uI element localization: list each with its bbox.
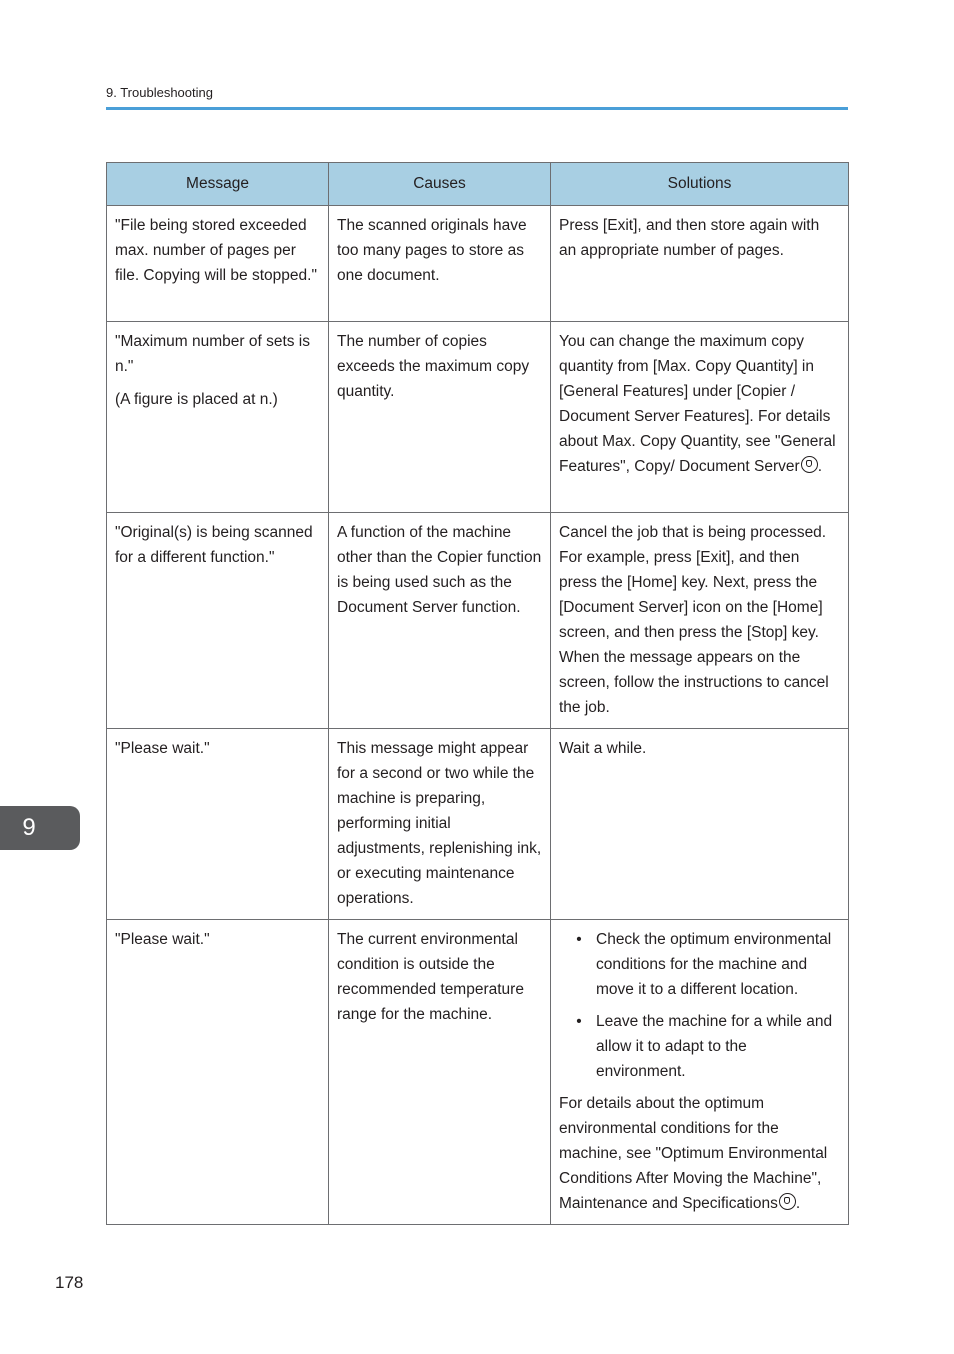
table-row — [107, 513, 849, 729]
message-text: "Maximum number of sets is n." — [115, 333, 310, 375]
table-row — [107, 322, 849, 513]
solution-bullet-list — [559, 927, 840, 1084]
page-number: 178 — [55, 1273, 84, 1292]
manual-reference-icon — [779, 1193, 796, 1210]
troubleshooting-table — [106, 162, 849, 1225]
message-cell — [107, 322, 329, 513]
header-rule — [106, 107, 848, 110]
column-header-causes: Causes — [329, 163, 551, 206]
bullet-icon: • — [576, 1013, 582, 1030]
table-row — [107, 920, 849, 1225]
solution-text: Wait a while. — [559, 740, 647, 757]
causes-cell: A function of the machine other than the Copier function is being used such as the Document Server function. — [329, 513, 551, 729]
chapter-tab: 9 — [0, 806, 80, 850]
solutions-cell — [551, 206, 849, 322]
manual-reference-icon — [801, 456, 818, 473]
message-cell — [107, 206, 329, 322]
message-text: "Please wait." — [115, 740, 210, 757]
column-header-solutions: Solutions — [551, 163, 849, 206]
solution-text: For details about the optimum environmental conditions for the machine, see "Optimum Environmental Conditions After Moving the Machine", Maintenance and Specifications — [559, 1095, 828, 1212]
message-cell — [107, 920, 329, 1225]
solution-paragraph: You can change the maximum copy quantity from [Max. Copy Quantity] in [General Features] under [Copier / Document Server Features]. For details about Max. Copy Quantity, see "General Features", Copy/ Document Server . — [559, 333, 836, 475]
message-text: "Please wait." — [115, 931, 210, 948]
list-item: • Leave the machine for a while and allow it to adapt to the environment. — [559, 1009, 840, 1084]
table-row — [107, 206, 849, 322]
table-header-row — [107, 163, 849, 206]
running-head: 9. Troubleshooting — [106, 85, 213, 100]
causes-cell: The number of copies exceeds the maximum copy quantity. — [329, 322, 551, 513]
causes-cell: The current environmental condition is outside the recommended temperature range for the machine. — [329, 920, 551, 1225]
solutions-cell — [551, 729, 849, 920]
solutions-cell — [551, 322, 849, 513]
solutions-cell — [551, 920, 849, 1225]
solutions-cell — [551, 513, 849, 729]
message-text: "File being stored exceeded max. number of pages per file. Copying will be stopped." — [115, 217, 317, 284]
column-header-message: Message — [107, 163, 329, 206]
causes-cell: The scanned originals have too many pages to store as one document. — [329, 206, 551, 322]
list-item: • Check the optimum environmental conditions for the machine and move it to a different location. — [559, 927, 840, 1002]
solution-text: Cancel the job that is being processed. For example, press [Exit], and then press the [Home] key. Next, press the [Document Server] icon on the [Home] screen, and then press the [Stop] key. When the message appears on the screen, follow the instructions to cancel the job. — [559, 524, 829, 716]
solution-text: Press [Exit], and then store again with an appropriate number of pages. — [559, 217, 820, 259]
solution-text: You can change the maximum copy quantity from [Max. Copy Quantity] in [General Features] under [Copier / Document Server Features]. For details about Max. Copy Quantity, see "General Features", Copy/ Document Server — [559, 333, 836, 475]
causes-cell: This message might appear for a second or two while the machine is preparing, performing initial adjustments, replenishing ink, or executing maintenance operations. — [329, 729, 551, 920]
solution-paragraph: For details about the optimum environmental conditions for the machine, see "Optimum Environmental Conditions After Moving the Machine", Maintenance and Specifications . — [559, 1095, 828, 1212]
table-row — [107, 729, 849, 920]
message-text: "Original(s) is being scanned for a different function." — [115, 524, 313, 566]
message-note: (A figure is placed at n.) — [115, 391, 278, 408]
message-cell — [107, 729, 329, 920]
message-cell — [107, 513, 329, 729]
bullet-icon: • — [576, 931, 582, 948]
